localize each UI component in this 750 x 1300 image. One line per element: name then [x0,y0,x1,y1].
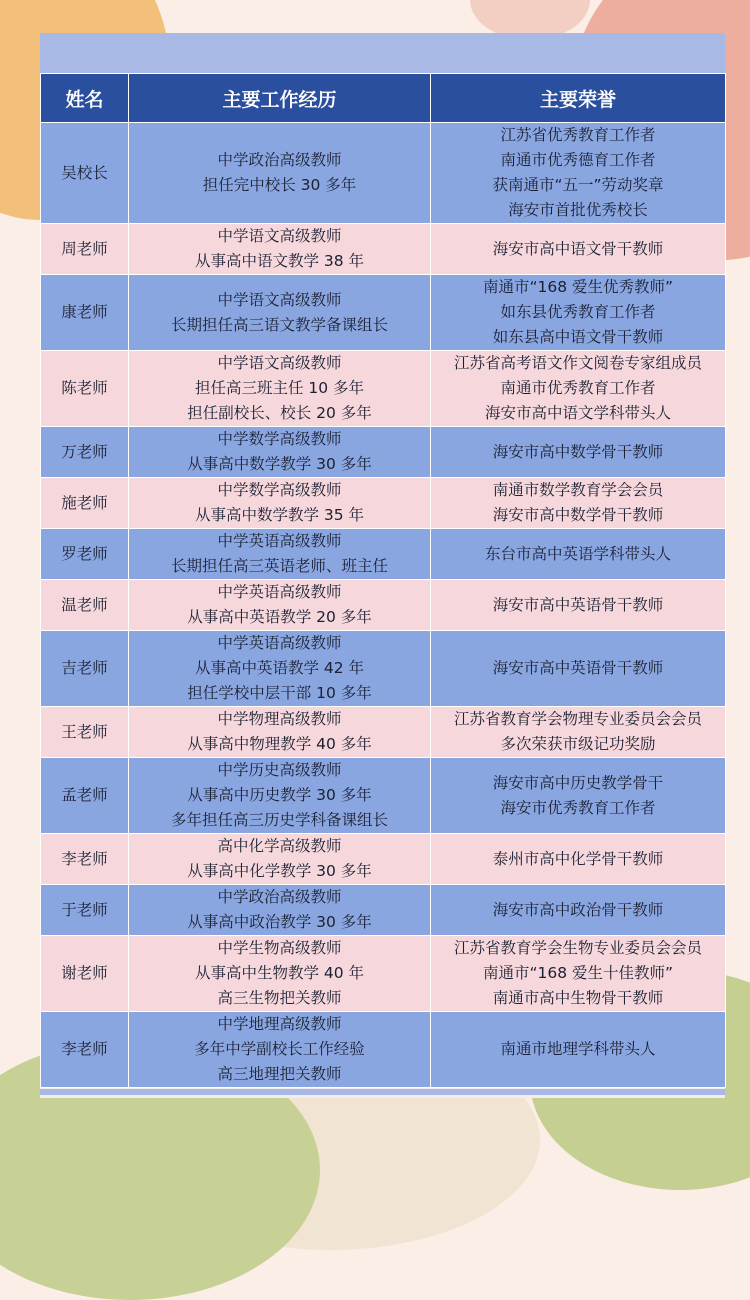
table-row [41,275,726,351]
table-row [41,631,726,707]
table-row [41,224,726,275]
teacher-name: 孟老师 [41,758,129,834]
honor-line: 泰州市高中化学骨干教师 [492,849,664,868]
experience-line: 中学英语高级教师 [217,583,342,601]
honor-line: 东台市高中英语学科带头人 [484,544,671,563]
experience-line: 担任高三班主任 10 多年 [194,379,365,397]
experience-line: 从事高中数学教学 30 多年 [187,455,372,473]
honor-line: 多次荣获市级记功奖励 [500,735,656,753]
honor-line: 海安市高中历史教学骨干 [492,773,664,792]
honors [431,478,726,529]
experience-line: 高三生物把关教师 [217,989,342,1007]
experience-line: 中学英语高级教师 [217,634,342,652]
experience-line: 从事高中英语教学 20 多年 [187,608,372,626]
work-experience [129,351,431,427]
honor-line: 海安市高中英语骨干教师 [492,659,664,677]
honors [431,224,726,275]
teacher-name: 吉老师 [41,631,129,707]
table-row [41,123,726,224]
table-row [41,478,726,529]
honor-line: 海安市高中英语骨干教师 [492,595,664,614]
honors [431,631,726,707]
honor-line: 海安市高中语文骨干教师 [492,239,664,258]
work-experience [129,631,431,707]
experience-line: 中学数学高级教师 [217,481,342,499]
honors [431,351,726,427]
experience-line: 从事高中语文教学 38 年 [194,252,365,270]
honors [431,885,726,936]
experience-line: 担任学校中层干部 10 多年 [187,684,372,702]
honors [431,427,726,478]
honor-line: 如东县高中语文骨干教师 [492,328,664,346]
experience-line: 中学政治高级教师 [217,151,342,169]
work-experience [129,758,431,834]
table-row [41,758,726,834]
teacher-name: 万老师 [41,427,129,478]
experience-line: 多年担任高三历史学科备课组长 [170,811,388,829]
work-experience [129,834,431,885]
honors [431,580,726,631]
work-experience [129,936,431,1012]
honors [431,758,726,834]
teacher-name: 陈老师 [41,351,129,427]
experience-line: 从事高中化学教学 30 多年 [187,862,372,880]
honor-line: 海安市高中政治骨干教师 [492,900,664,919]
table-row [41,427,726,478]
table-row [41,834,726,885]
table-row [41,1012,726,1088]
teacher-name: 罗老师 [41,529,129,580]
work-experience [129,478,431,529]
experience-line: 长期担任高三英语老师、班主任 [170,557,388,575]
honor-line: 南通市优秀德育工作者 [500,151,656,169]
teacher-table-card [40,33,725,1098]
work-experience [129,427,431,478]
table-row [41,580,726,631]
teacher-name: 施老师 [41,478,129,529]
experience-line: 中学生物高级教师 [217,939,342,957]
header-honors: 主要荣誉 [431,74,726,123]
teacher-name: 谢老师 [41,936,129,1012]
teacher-name: 吴校长 [41,123,129,224]
table-row [41,529,726,580]
honors [431,834,726,885]
teacher-name: 李老师 [41,834,129,885]
teacher-name: 于老师 [41,885,129,936]
header-experience: 主要工作经历 [129,74,431,123]
honor-line: 海安市高中数学骨干教师 [492,506,664,524]
experience-line: 担任副校长、校长 20 多年 [187,404,372,422]
experience-line: 从事高中生物教学 40 年 [194,964,365,982]
header-name: 姓名 [41,74,129,123]
work-experience [129,1012,431,1088]
work-experience [129,707,431,758]
table-row [41,351,726,427]
teacher-name: 康老师 [41,275,129,351]
experience-line: 长期担任高三语文教学备课组长 [170,315,388,334]
experience-line: 中学语文高级教师 [217,354,342,372]
honors [431,123,726,224]
honors [431,529,726,580]
experience-line: 中学语文高级教师 [217,290,342,309]
honor-line: 江苏省教育学会生物专业委员会会员 [453,939,702,957]
teacher-name: 王老师 [41,707,129,758]
honor-line: 南通市数学教育学会会员 [492,481,664,499]
experience-line: 中学英语高级教师 [217,532,342,550]
teacher-name: 李老师 [41,1012,129,1088]
experience-line: 从事高中英语教学 42 年 [194,659,365,677]
experience-line: 中学语文高级教师 [217,227,342,245]
honor-line: 江苏省教育学会物理专业委员会会员 [453,710,702,728]
honor-line: 江苏省高考语文作文阅卷专家组成员 [453,354,702,372]
experience-line: 从事高中数学教学 35 年 [194,506,365,524]
work-experience [129,275,431,351]
work-experience [129,529,431,580]
work-experience [129,580,431,631]
honor-line: 如东县优秀教育工作者 [500,303,656,321]
honor-line: 南通市优秀教育工作者 [500,379,656,397]
honor-line: 获南通市“五一”劳动奖章 [492,176,664,194]
experience-line: 从事高中物理教学 40 多年 [187,735,372,753]
table-row [41,707,726,758]
honor-line: 南通市高中生物骨干教师 [492,989,664,1007]
honor-line: 海安市首批优秀校长 [508,201,648,219]
honor-line: 海安市优秀教育工作者 [500,798,656,817]
experience-line: 高三地理把关教师 [217,1065,342,1083]
work-experience [129,224,431,275]
honor-line: 海安市高中语文学科带头人 [484,404,671,422]
honors [431,707,726,758]
card-bottom-band [40,1089,725,1095]
work-experience [129,885,431,936]
honors [431,275,726,351]
honor-line: 江苏省优秀教育工作者 [500,126,656,144]
honor-line: 南通市地理学科带头人 [500,1040,656,1058]
table-row [41,936,726,1012]
experience-line: 中学数学高级教师 [217,430,342,448]
honor-line: 海安市高中数学骨干教师 [492,442,664,461]
table-header-row [41,74,726,123]
experience-line: 中学政治高级教师 [217,888,342,906]
teacher-table [40,73,726,1088]
experience-line: 高中化学高级教师 [217,837,342,855]
experience-line: 中学地理高级教师 [217,1015,342,1033]
experience-line: 从事高中政治教学 30 多年 [187,913,372,931]
experience-line: 多年中学副校长工作经验 [194,1040,365,1058]
experience-line: 中学历史高级教师 [217,761,342,779]
experience-line: 从事高中历史教学 30 多年 [187,786,372,804]
table-row [41,885,726,936]
honors [431,936,726,1012]
experience-line: 中学物理高级教师 [217,710,342,728]
card-top-band [40,33,725,73]
experience-line: 担任完中校长 30 多年 [202,176,357,194]
honor-line: 南通市“168 爱生十佳教师” [482,964,674,982]
honors [431,1012,726,1088]
honor-line: 南通市“168 爱生优秀教师” [482,278,674,296]
teacher-name: 周老师 [41,224,129,275]
work-experience [129,123,431,224]
teacher-name: 温老师 [41,580,129,631]
